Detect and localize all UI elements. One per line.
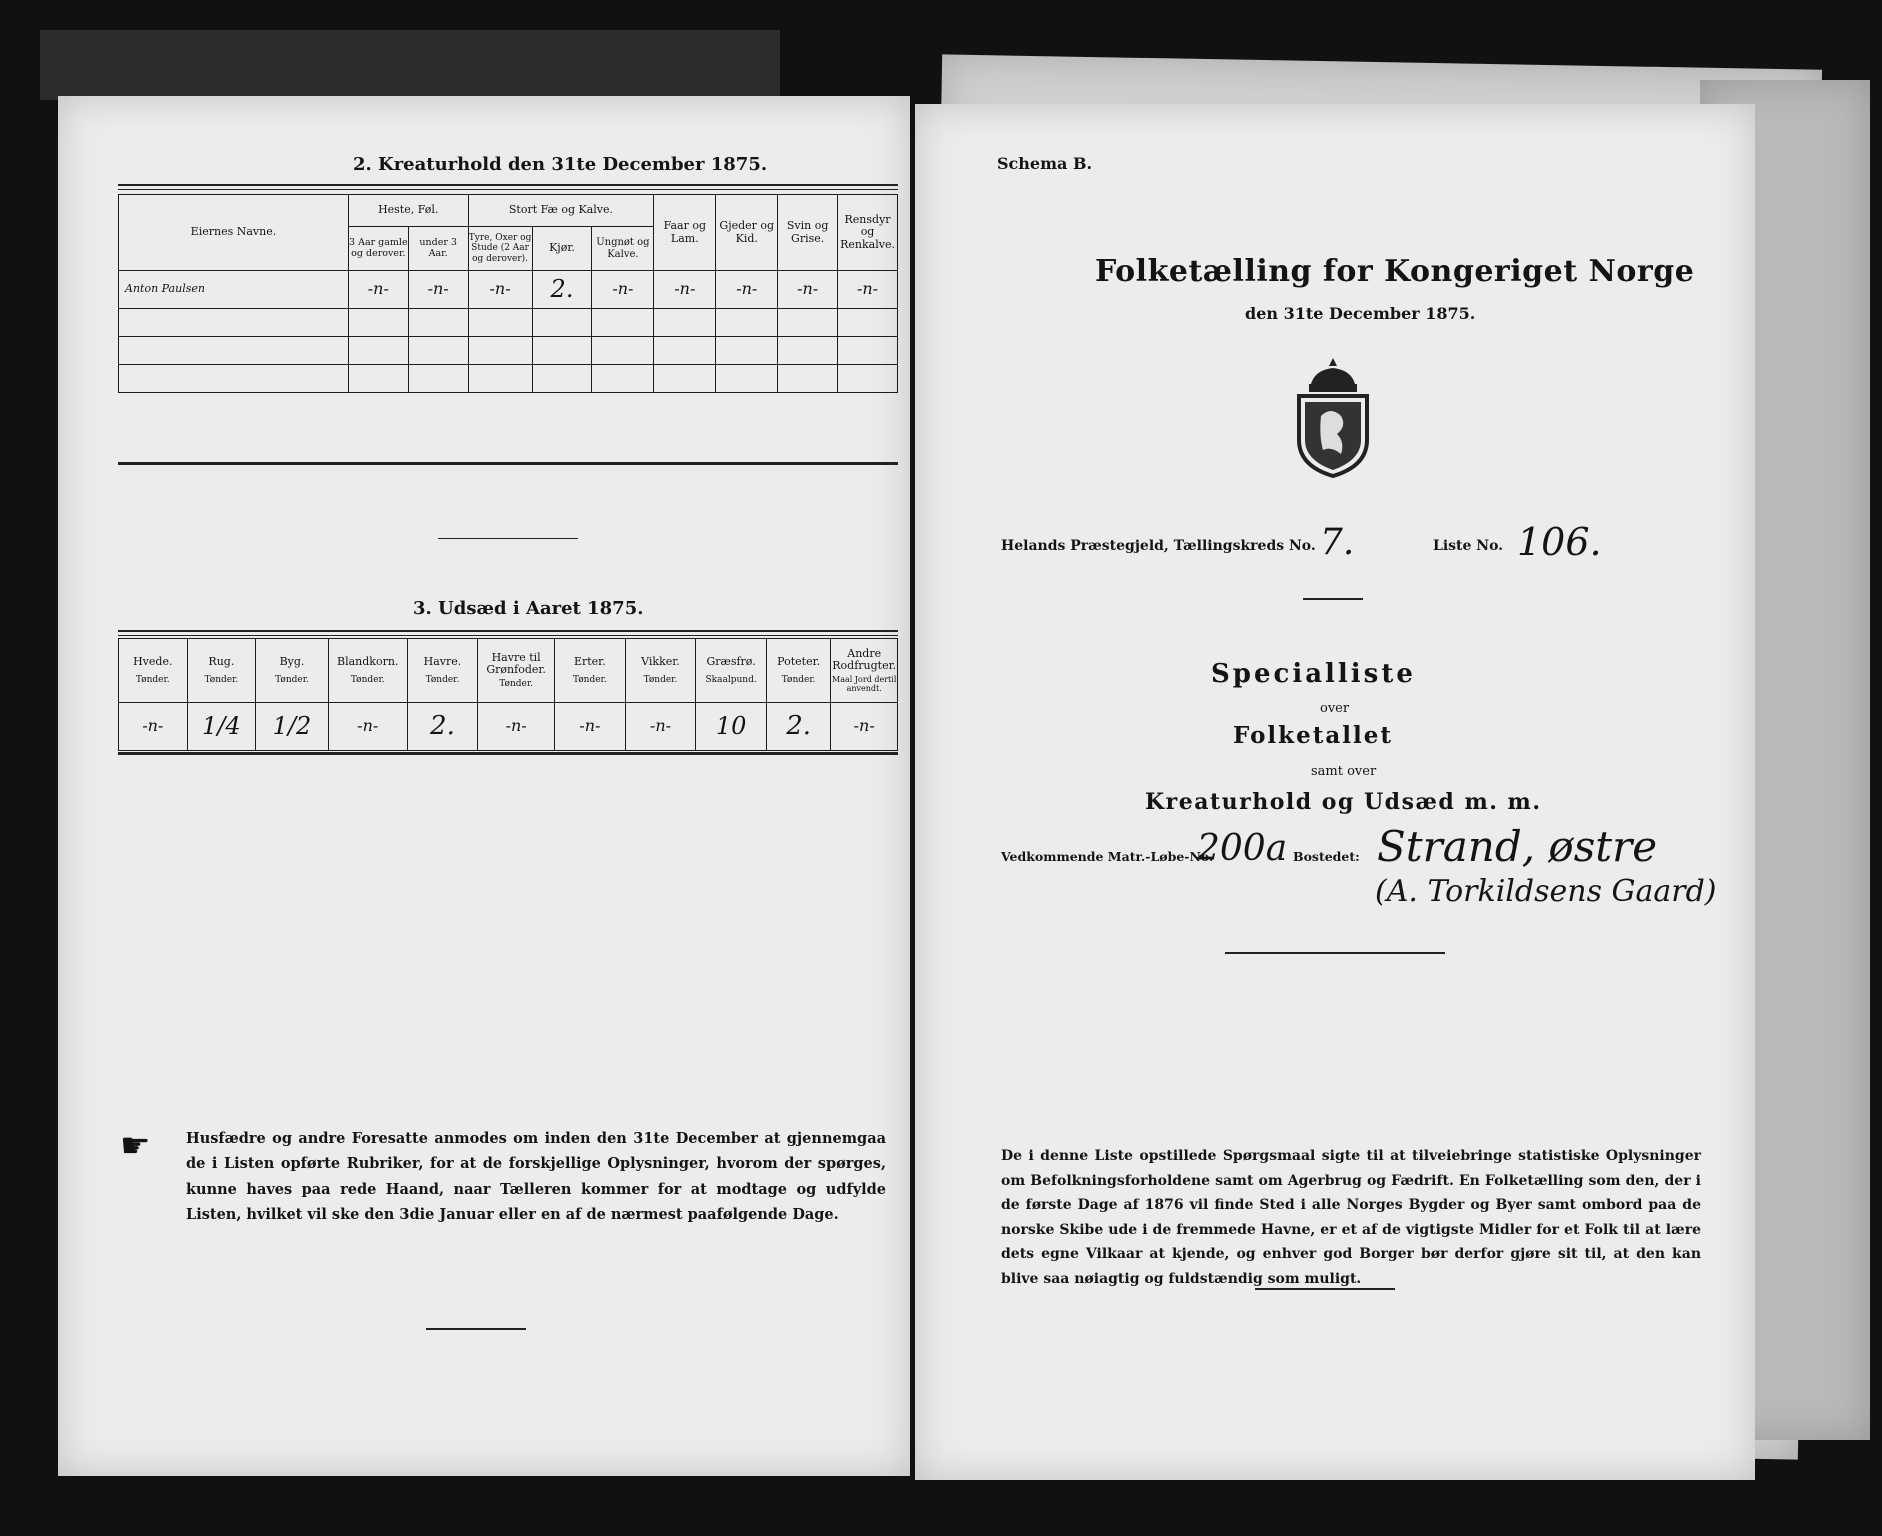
divider <box>426 1328 526 1330</box>
section2-title: 2. Kreaturhold den 31te December 1875. <box>353 154 768 175</box>
cell: -n- <box>328 703 407 751</box>
liste-label: Liste No. <box>1433 538 1504 554</box>
col-andre-rodfrugter: Andre Rodfrugter. Maal Jord dertil anvendt. <box>831 639 898 703</box>
divider <box>438 538 578 539</box>
col-havre: Havre. Tønder. <box>407 639 478 703</box>
col-stort-c: Ungnøt og Kalve. <box>592 227 654 271</box>
col-byg: Byg. Tønder. <box>256 639 329 703</box>
divider <box>1255 1288 1395 1290</box>
col-gjeder: Gjeder og Kid. <box>716 195 778 271</box>
col-heste-b: under 3 Aar. <box>408 227 468 271</box>
col-rug: Rug. Tønder. <box>187 639 256 703</box>
divider <box>1225 952 1445 954</box>
cell: 1/4 <box>187 703 256 751</box>
col-stort: Stort Fæ og Kalve. <box>468 195 654 227</box>
col-erter: Erter. Tønder. <box>555 639 626 703</box>
cell: -n- <box>838 271 898 309</box>
col-heste: Heste, Føl. <box>348 195 468 227</box>
cell: -n- <box>119 703 188 751</box>
table-row <box>119 309 898 337</box>
cell: 2. <box>766 703 830 751</box>
col-blandkorn: Blandkorn. Tønder. <box>328 639 407 703</box>
schema-label: Schema B. <box>997 154 1093 173</box>
scan-background <box>40 30 780 100</box>
col-havre-gronfoder: Havre til Grønfoder. Tønder. <box>478 639 555 703</box>
table-row <box>119 271 898 309</box>
over-label: over <box>1320 701 1350 716</box>
left-page <box>58 96 910 1476</box>
table-row <box>119 365 898 393</box>
col-poteter: Poteter. Tønder. <box>766 639 830 703</box>
kreds-number: 7. <box>1320 522 1355 563</box>
livestock-table <box>118 194 898 393</box>
bosted-value: Strand, østre <box>1377 822 1658 871</box>
samt-over-label: samt over <box>1311 764 1377 779</box>
cell: -n- <box>348 271 408 309</box>
bosted-value-2: (A. Torkildsens Gaard) <box>1375 874 1717 909</box>
kreaturhold-heading: Kreaturhold og Udsæd m. m. <box>1145 789 1542 815</box>
table-row <box>119 703 898 751</box>
page-title: Folketælling for Kongeriget Norge <box>1095 254 1695 289</box>
prestegjeld-label: Helands Præstegjeld, Tællingskreds No. <box>1001 538 1316 554</box>
section2-bottom-rule <box>118 462 898 465</box>
cell: -n- <box>778 271 838 309</box>
liste-number: 106. <box>1517 520 1602 564</box>
cell: 2. <box>407 703 478 751</box>
page-subtitle: den 31te December 1875. <box>1245 304 1476 323</box>
cell: -n- <box>592 271 654 309</box>
col-hvede: Hvede. Tønder. <box>119 639 188 703</box>
bosted-label: Bostedet: <box>1293 849 1360 864</box>
info-paragraph: De i denne Liste opstillede Spørgsmaal sigte til at tilveiebringe statistiske Oplysninger om Befolkningsforholdene samt om Agerbrug og Fædrift. En Folketælling som den, der i de første Dage af 1876 vil finde Sted i alle Norges Bygder og Byer samt ombord paa de norske Skibe ude i de fremmede Havne, er et af de vigtigste Midler for et Folk til at lære dets egne Vilkaar at kjende, og enhver god Borger bør derfor gjøre sit til, at den kan blive saa nøiagtig og fuldstændig som muligt. <box>1001 1148 1701 1287</box>
cell: -n- <box>831 703 898 751</box>
pointing-hand-icon: ☛ <box>120 1126 151 1166</box>
owner-name: Anton Paulsen <box>119 271 349 309</box>
section2-top-rule <box>118 184 898 190</box>
right-page <box>915 104 1755 1480</box>
col-owner: Eiernes Navne. <box>119 195 349 271</box>
col-faar: Faar og Lam. <box>654 195 716 271</box>
folketallet-heading: Folketallet <box>1233 722 1393 749</box>
col-rensdyr: Rensdyr og Renkalve. <box>838 195 898 271</box>
col-heste-a: 3 Aar gamle og derover. <box>348 227 408 271</box>
cell: 1/2 <box>256 703 329 751</box>
specialliste-heading: Specialliste <box>1211 659 1416 689</box>
section3-title: 3. Udsæd i Aaret 1875. <box>413 598 644 619</box>
col-stort-a: Tyre, Oxer og Stude (2 Aar og derover). <box>468 227 532 271</box>
matr-label: Vedkommende Matr.-Løbe-No. <box>1001 849 1214 864</box>
section3-bottom-rule <box>118 752 898 755</box>
cell: -n- <box>555 703 626 751</box>
sowing-table <box>118 638 898 751</box>
notice-text: Husfædre og andre Foresatte anmodes om inden den 31te December at gjennemgaa de i Listen opførte Rubriker, for at de forskjellige Oplysninger, hvorom der spørges, kunne haves paa rede Haand, naar Tælleren kommer for at modtage og udfylde Listen, hvilket vil ske den 3die Januar eller en af de nærmest paafølgende Dage. <box>186 1130 886 1224</box>
cell: 10 <box>696 703 767 751</box>
col-vikker: Vikker. Tønder. <box>625 639 696 703</box>
col-svin: Svin og Grise. <box>778 195 838 271</box>
coat-of-arms-icon <box>1285 354 1381 482</box>
cell: -n- <box>408 271 468 309</box>
col-graesfro: Græsfrø. Skaalpund. <box>696 639 767 703</box>
section3-top-rule <box>118 630 898 636</box>
divider <box>1303 598 1363 600</box>
table-row <box>119 337 898 365</box>
cell: -n- <box>654 271 716 309</box>
cell: 2. <box>532 271 592 309</box>
cell: -n- <box>468 271 532 309</box>
col-stort-b: Kjør. <box>532 227 592 271</box>
cell: -n- <box>478 703 555 751</box>
cell: -n- <box>716 271 778 309</box>
matr-number: 200a <box>1197 828 1288 869</box>
cell: -n- <box>625 703 696 751</box>
